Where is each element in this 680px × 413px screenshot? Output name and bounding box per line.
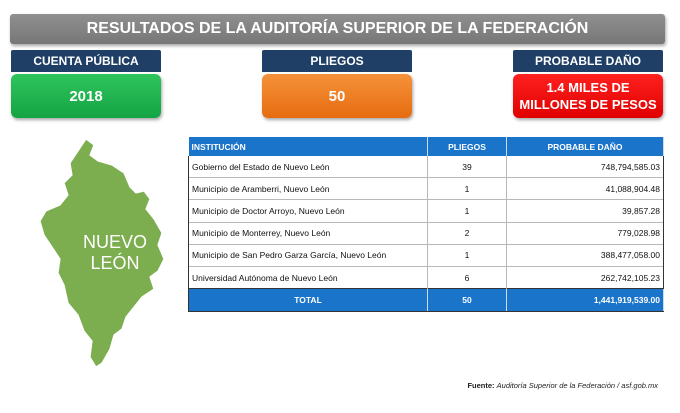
source-text: Auditoría Superior de la Federación / asf.gob.mx [496, 381, 658, 390]
column-header-probable-dano: PROBABLE DAÑO [507, 137, 664, 156]
card-cuenta-publica [11, 50, 161, 118]
cell-institution: Municipio de Monterrey, Nuevo León [189, 222, 428, 244]
card-value: 1.4 MILES DE MILLONES DE PESOS [513, 74, 663, 118]
table-row [189, 200, 664, 222]
cell-institution: Municipio de Doctor Arroyo, Nuevo León [189, 200, 428, 222]
table-row [189, 244, 664, 266]
card-value: 50 [262, 74, 412, 118]
cell-pliegos: 39 [428, 156, 507, 178]
cell-institution: Gobierno del Estado de Nuevo León [189, 156, 428, 178]
card-pliegos [262, 50, 412, 118]
cell-pliegos: 1 [428, 178, 507, 200]
total-damage: 1,441,919,539.00 [507, 289, 664, 312]
source-label: Fuente: [467, 381, 495, 390]
page-title-banner: RESULTADOS DE LA AUDITORÍA SUPERIOR DE LA FEDERACIÓN [10, 14, 665, 44]
audit-results-table [188, 137, 664, 312]
card-probable-dano [513, 50, 663, 118]
cell-damage: 262,742,105.23 [507, 266, 664, 288]
table-row [189, 266, 664, 288]
cell-institution: Universidad Autónoma de Nuevo León [189, 266, 428, 288]
table-total-row [189, 289, 664, 312]
column-header-pliegos: PLIEGOS [428, 137, 507, 156]
cell-damage: 39,857.28 [507, 200, 664, 222]
cell-pliegos: 6 [428, 266, 507, 288]
cell-pliegos: 2 [428, 222, 507, 244]
table-row [189, 156, 664, 178]
total-label: TOTAL [189, 289, 428, 312]
column-header-institucion: INSTITUCIÓN [189, 137, 428, 156]
source-note [467, 381, 658, 390]
card-header: CUENTA PÚBLICA [11, 50, 161, 72]
card-value: 2018 [11, 74, 161, 118]
cell-damage: 779,028.98 [507, 222, 664, 244]
cell-pliegos: 1 [428, 200, 507, 222]
card-header: PROBABLE DAÑO [513, 50, 663, 72]
table-row [189, 222, 664, 244]
cell-damage: 748,794,585.03 [507, 156, 664, 178]
table-header-row [189, 137, 664, 156]
map-label: NUEVO LEÓN [82, 232, 147, 273]
card-header: PLIEGOS [262, 50, 412, 72]
table-row [189, 178, 664, 200]
cell-institution: Municipio de Aramberri, Nuevo León [189, 178, 428, 200]
total-pliegos: 50 [428, 289, 507, 312]
cell-damage: 41,088,904.48 [507, 178, 664, 200]
cell-institution: Municipio de San Pedro Garza García, Nuevo León [189, 244, 428, 266]
cell-pliegos: 1 [428, 244, 507, 266]
cell-damage: 388,477,058.00 [507, 244, 664, 266]
